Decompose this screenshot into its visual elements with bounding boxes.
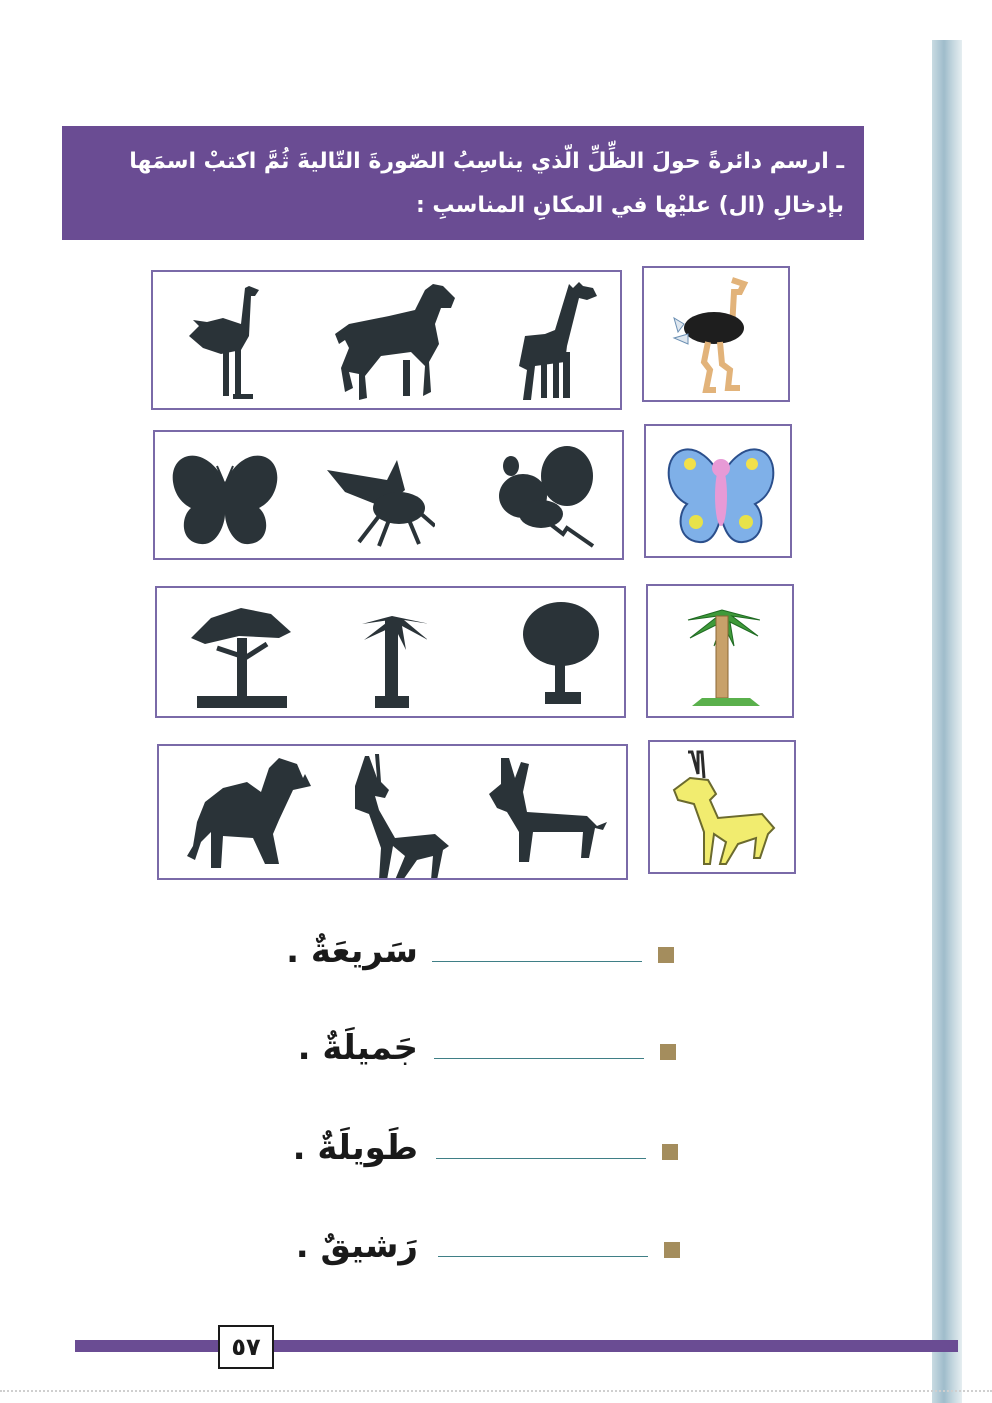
sentence-word-1: سَريعَةٌ .: [286, 931, 418, 971]
butterfly-silhouette-icon[interactable]: [169, 446, 281, 548]
butterfly-icon: [666, 434, 776, 550]
sentence-row-2: [280, 1024, 700, 1084]
picture-box-row-3: [646, 584, 794, 718]
shadow-box-row-1: [151, 270, 622, 410]
sentence-row-1: [280, 925, 700, 985]
shadow-box-row-2: [153, 430, 624, 560]
sentence-word-2: جَميلَةٌ .: [297, 1028, 418, 1068]
ostrich-silhouette-icon[interactable]: [183, 282, 273, 402]
bullet-square: [664, 1242, 680, 1258]
page-number: ٥٧: [218, 1325, 274, 1369]
footer-bar: [75, 1340, 958, 1352]
shadow-box-row-4: [157, 744, 628, 880]
acacia-tree-silhouette-icon[interactable]: [187, 604, 297, 712]
gazelle-icon: [668, 750, 780, 870]
bottom-dotted-border: [0, 1390, 992, 1392]
bullet-square: [658, 947, 674, 963]
instruction-banner: [62, 126, 864, 240]
sentence-word-3: طَويلَةٌ .: [292, 1128, 418, 1168]
gazelle-silhouette-icon[interactable]: [355, 754, 459, 878]
sentence-row-3: [280, 1124, 700, 1184]
instruction-line-2: بإدخالِ (ال) عليْها في المكانِ المناسبِ :: [415, 193, 844, 218]
answer-line-2[interactable]: [434, 1058, 644, 1059]
sentence-word-4: رَشيقٌ .: [295, 1226, 418, 1266]
answer-line-3[interactable]: [436, 1158, 646, 1159]
picture-box-row-4: [648, 740, 796, 874]
fly-silhouette-icon[interactable]: [323, 444, 435, 550]
bullet-square: [662, 1144, 678, 1160]
giraffe-silhouette-icon[interactable]: [513, 278, 603, 404]
camel-silhouette-icon[interactable]: [183, 756, 313, 878]
shadow-box-row-3: [155, 586, 626, 718]
horse-silhouette-icon[interactable]: [333, 280, 463, 404]
picture-box-row-2: [644, 424, 792, 558]
picture-box-row-1: [642, 266, 790, 402]
bullet-square: [660, 1044, 676, 1060]
answer-line-1[interactable]: [432, 961, 642, 962]
instruction-line-1: ـ ارسم دائرةً حولَ الظِّلِّ الّذي يناسِبُ الصّورةَ التّاليةَ ثُمَّ اكتبْ اسمَها: [129, 149, 844, 174]
palm-tree-silhouette-icon[interactable]: [357, 596, 427, 712]
page-edge-strip: [932, 40, 962, 1403]
leafy-tree-silhouette-icon[interactable]: [517, 598, 607, 710]
donkey-silhouette-icon[interactable]: [489, 754, 619, 874]
palm-tree-icon: [684, 592, 760, 712]
sentence-row-4: [280, 1222, 700, 1282]
ostrich-icon: [668, 276, 768, 394]
answer-line-4[interactable]: [438, 1256, 648, 1257]
bee-silhouette-icon[interactable]: [491, 440, 601, 550]
